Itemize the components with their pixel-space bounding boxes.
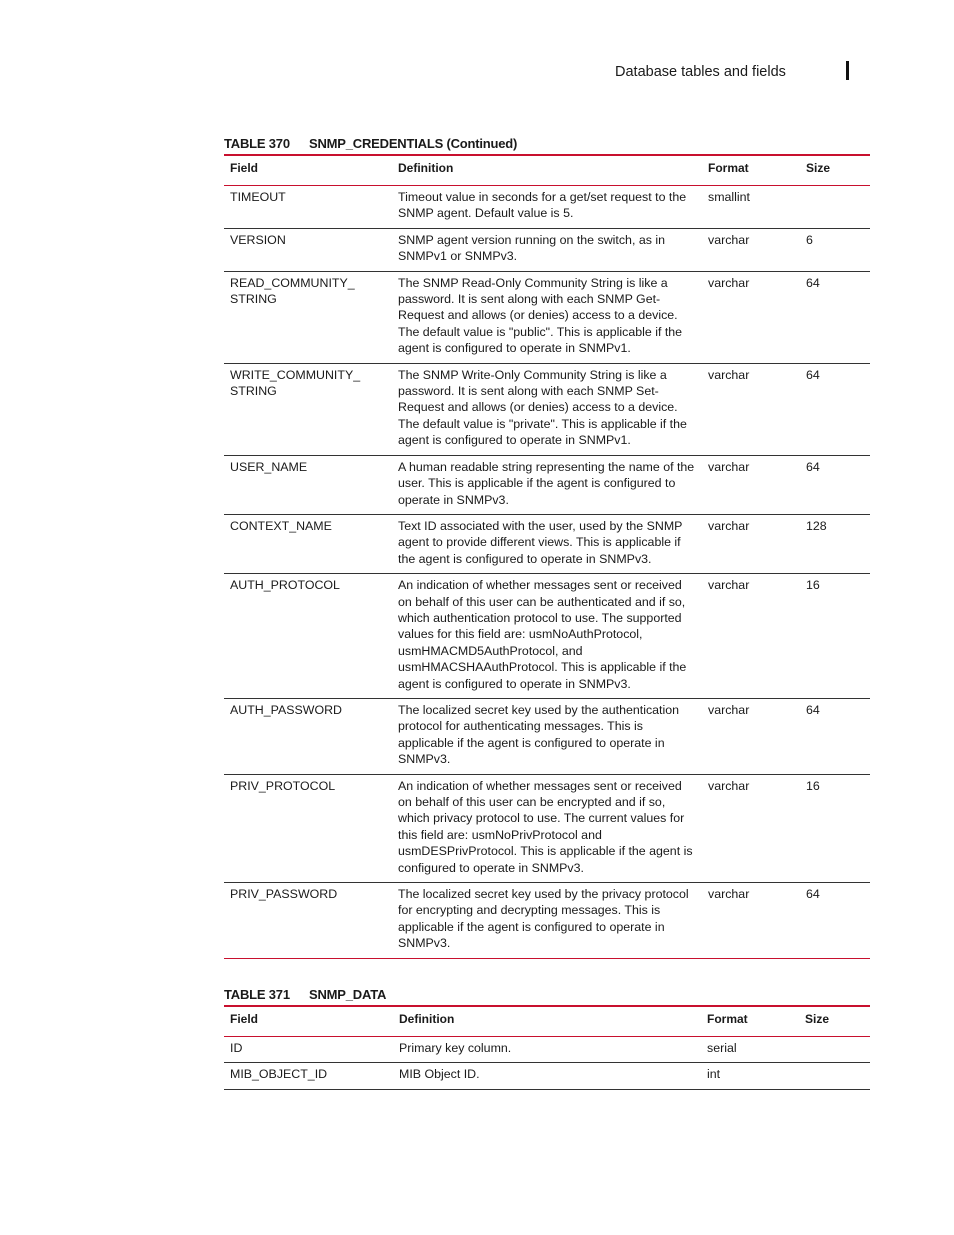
column-header-definition: Definition — [393, 1006, 701, 1037]
cell-size: 64 — [800, 883, 870, 959]
table-370 — [224, 154, 870, 959]
cell-definition: The localized secret key used by the authentication protocol for authenticating messages. This is applicable if the agent is configured to operate in SNMPv3. — [392, 698, 702, 774]
cell-format: varchar — [702, 228, 800, 271]
table-370-header-row — [224, 155, 870, 186]
table-370-caption — [224, 134, 870, 154]
table-371-caption — [224, 985, 870, 1005]
table-370-block — [224, 134, 870, 959]
cell-field: READ_COMMUNITY_ STRING — [224, 271, 392, 363]
cell-size — [799, 1037, 870, 1063]
cell-size: 6 — [800, 228, 870, 271]
cell-definition: A human readable string representing the name of the user. This is applicable if the agent is configured to operate in SNMPv3. — [392, 455, 702, 514]
table-row — [224, 774, 870, 882]
cell-field: AUTH_PASSWORD — [224, 698, 392, 774]
table-371-block — [224, 985, 870, 1090]
table-371-header-row — [224, 1006, 870, 1037]
cell-definition: An indication of whether messages sent or received on behalf of this user can be encrypted and if so, which privacy protocol to use. The current values for this field are: usmNoPrivProtocol and usmDESPrivProtocol. This is applicable if the agent is configured to operate in SNMPv3. — [392, 774, 702, 882]
cell-size: 64 — [800, 363, 870, 455]
cell-field: ID — [224, 1037, 393, 1063]
cell-format: varchar — [702, 514, 800, 573]
cell-definition: SNMP agent version running on the switch, as in SNMPv1 or SNMPv3. — [392, 228, 702, 271]
cell-definition: Timeout value in seconds for a get/set request to the SNMP agent. Default value is 5. — [392, 186, 702, 229]
header-marker-bar — [846, 61, 849, 80]
cell-size: 64 — [800, 698, 870, 774]
table-row — [224, 1063, 870, 1089]
cell-field: AUTH_PROTOCOL — [224, 574, 392, 699]
column-header-size: Size — [800, 155, 870, 186]
cell-format: varchar — [702, 455, 800, 514]
table-row — [224, 186, 870, 229]
cell-field: TIMEOUT — [224, 186, 392, 229]
cell-field: MIB_OBJECT_ID — [224, 1063, 393, 1089]
cell-field: CONTEXT_NAME — [224, 514, 392, 573]
table-row — [224, 574, 870, 699]
table-row — [224, 1037, 870, 1063]
table-row — [224, 455, 870, 514]
cell-field: VERSION — [224, 228, 392, 271]
cell-size: 128 — [800, 514, 870, 573]
cell-size: 16 — [800, 574, 870, 699]
cell-definition: The localized secret key used by the privacy protocol for encrypting and decrypting messages. This is applicable if the agent is configured to operate in SNMPv3. — [392, 883, 702, 959]
cell-format: int — [701, 1063, 799, 1089]
cell-definition: An indication of whether messages sent or received on behalf of this user can be authenticated and if so, which authentication protocol to use. The supported values for this field are: usmNoAuthProtocol, usmHMACMD5AuthProtocol, and usmHMACSHAAuthProtocol. This is applicable if the agent is configured to operate in SNMPv3. — [392, 574, 702, 699]
cell-definition: Primary key column. — [393, 1037, 701, 1063]
table-row — [224, 514, 870, 573]
table-row — [224, 698, 870, 774]
table-371 — [224, 1005, 870, 1090]
cell-size — [799, 1063, 870, 1089]
cell-definition: MIB Object ID. — [393, 1063, 701, 1089]
column-header-size: Size — [799, 1006, 870, 1037]
cell-format: varchar — [702, 774, 800, 882]
table-370-title: SNMP_CREDENTIALS (Continued) — [309, 136, 518, 151]
cell-definition: Text ID associated with the user, used by the SNMP agent to provide different views. This is applicable if the agent is configured to operate in SNMPv3. — [392, 514, 702, 573]
column-header-definition: Definition — [392, 155, 702, 186]
table-371-number: TABLE 371 — [224, 987, 290, 1002]
column-header-format: Format — [702, 155, 800, 186]
cell-field: PRIV_PROTOCOL — [224, 774, 392, 882]
cell-size: 16 — [800, 774, 870, 882]
cell-size: 64 — [800, 455, 870, 514]
table-row — [224, 883, 870, 959]
cell-format: serial — [701, 1037, 799, 1063]
cell-size: 64 — [800, 271, 870, 363]
column-header-field: Field — [224, 1006, 393, 1037]
cell-format: varchar — [702, 883, 800, 959]
cell-size — [800, 186, 870, 229]
cell-definition: The SNMP Write-Only Community String is like a password. It is sent along with each SNMP Set-Request and allows (or denies) access to a device. The default value is "private". This is applicable if the agent is configured to operate in SNMPv1. — [392, 363, 702, 455]
cell-format: varchar — [702, 363, 800, 455]
cell-field: USER_NAME — [224, 455, 392, 514]
page-header-title: Database tables and fields — [615, 64, 786, 80]
cell-definition: The SNMP Read-Only Community String is like a password. It is sent along with each SNMP Get-Request and allows (or denies) access to a device. The default value is "public". This is applicable if the agent is configured to operate in SNMPv1. — [392, 271, 702, 363]
table-371-title: SNMP_DATA — [309, 987, 387, 1002]
column-header-field: Field — [224, 155, 392, 186]
cell-format: varchar — [702, 698, 800, 774]
cell-format: smallint — [702, 186, 800, 229]
cell-format: varchar — [702, 271, 800, 363]
table-row — [224, 228, 870, 271]
table-370-number: TABLE 370 — [224, 136, 290, 151]
cell-field: WRITE_COMMUNITY_ STRING — [224, 363, 392, 455]
cell-format: varchar — [702, 574, 800, 699]
cell-field: PRIV_PASSWORD — [224, 883, 392, 959]
table-row — [224, 271, 870, 363]
column-header-format: Format — [701, 1006, 799, 1037]
table-row — [224, 363, 870, 455]
